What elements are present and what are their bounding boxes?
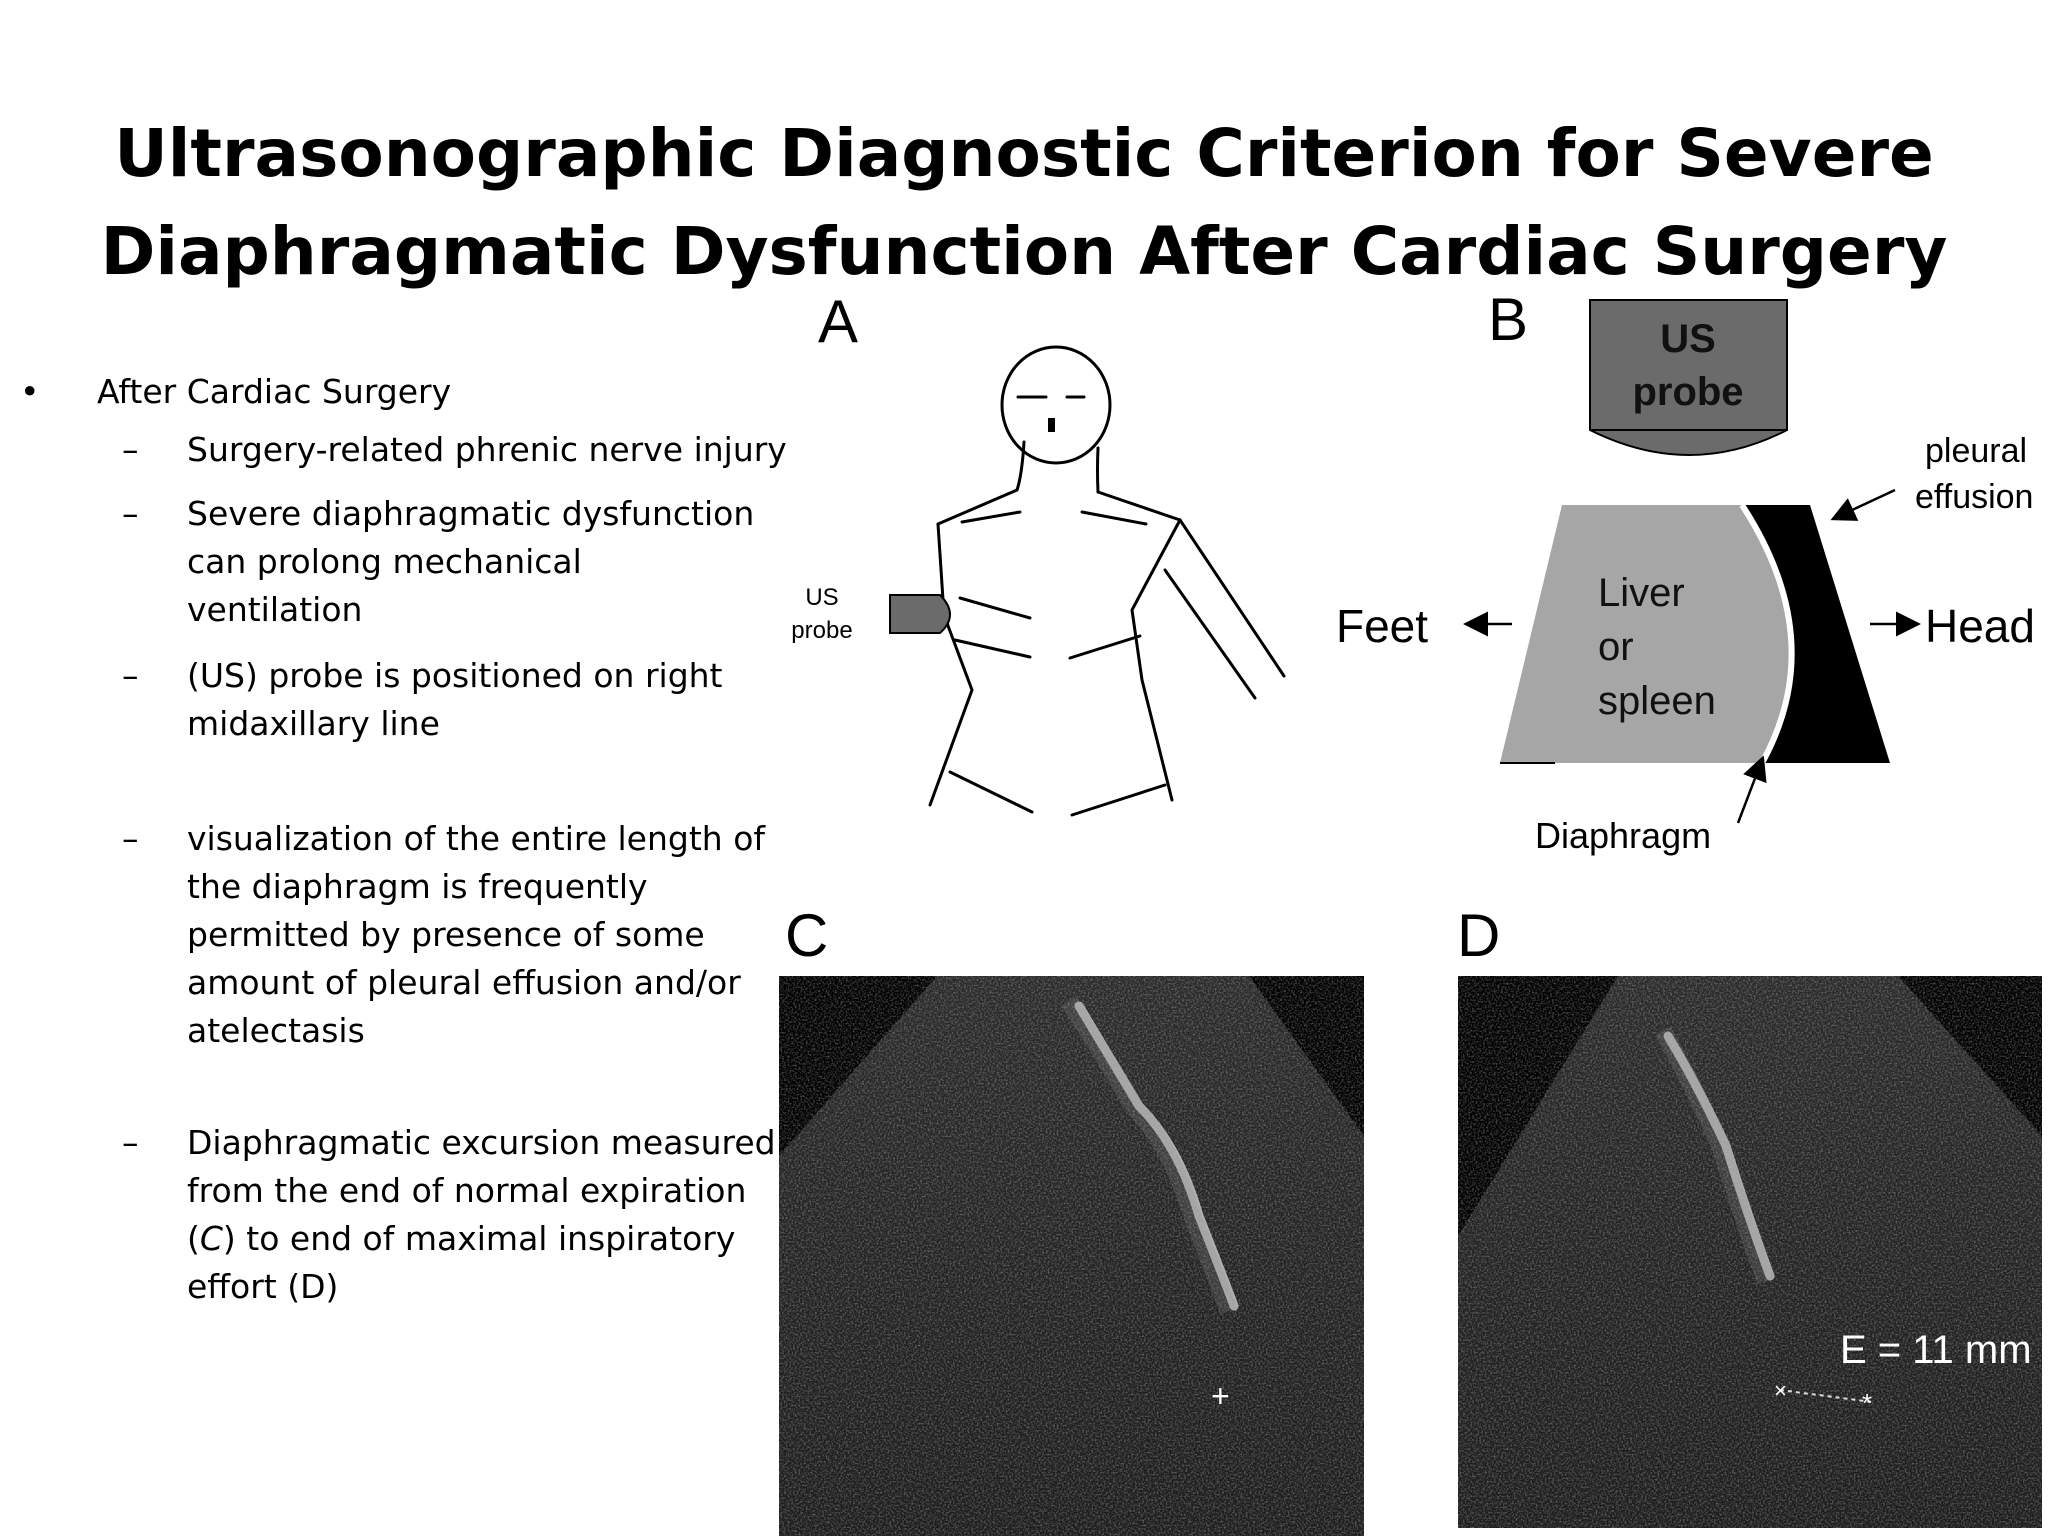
- torso-left: [930, 524, 972, 805]
- pleural-effusion-arrow: [1835, 490, 1895, 518]
- sub-bullet-text: visualization of the entire length of the diaphragm is frequently permitted by presence of some amount of pleural effusion and/or atelectasis: [187, 819, 765, 1050]
- panel-d-measurement-label: E = 11 mm: [1840, 1328, 2032, 1372]
- caliper-end: *: [1862, 1388, 1873, 1418]
- torso-right: [1132, 520, 1180, 800]
- sub-bullet-dash: –: [122, 1123, 139, 1162]
- mouth: [1048, 418, 1055, 432]
- panel-a-probe-label-line-2: probe: [791, 617, 853, 644]
- panel-letter-b: B: [1488, 286, 1529, 353]
- sub-bullet-text: (US) probe is positioned on right midaxillary line: [187, 656, 723, 743]
- sub-bullet-text-italic: C: [199, 1219, 223, 1258]
- clavicle-right: [1082, 512, 1146, 524]
- sub-bullet-dash: –: [122, 656, 139, 695]
- panel-a-probe-label-line-1: US: [805, 584, 839, 611]
- liver-or-spleen-shape: [1500, 505, 1792, 763]
- panel-c-caliper-marker: +: [1211, 1378, 1230, 1414]
- panel-b-probe-label-line-2: probe: [1632, 370, 1744, 414]
- panel-a-body-diagram: [770, 330, 1310, 840]
- panel-a-probe: [890, 595, 950, 633]
- panel-d-ultrasound-image: [1458, 976, 2042, 1528]
- sub-bullet-text-part: ) to end of maximal inspiratory effort (D): [187, 1219, 736, 1306]
- hip-left: [950, 772, 1032, 812]
- rib-left-lower: [955, 640, 1030, 657]
- panel-c-ultrasound: [779, 976, 1364, 1536]
- sub-bullet-dash: –: [122, 494, 139, 533]
- sub-bullet-text: Severe diaphragmatic dysfunction can prolong mechanical ventilation: [187, 494, 755, 629]
- organ-label-line-3: spleen: [1598, 679, 1716, 723]
- rib-right: [1070, 636, 1140, 658]
- diaphragm-arrow: [1738, 760, 1762, 823]
- feet-label: Feet: [1336, 600, 1429, 652]
- sub-bullet-dash: –: [122, 430, 139, 469]
- slide-title-line-1: Ultrasonographic Diagnostic Criterion for Severe: [114, 115, 1934, 192]
- sub-bullet-text-part: Diaphragmatic excursion measured from the end of normal expiration (: [187, 1123, 776, 1258]
- neck-right: [1098, 448, 1099, 492]
- head-label: Head: [1925, 600, 2035, 652]
- panel-letter-c: C: [785, 902, 829, 969]
- panel-b-probe-label-line-1: US: [1660, 317, 1716, 361]
- panel-d-ultrasound: [1458, 976, 2042, 1528]
- pleural-effusion-label-line-2: effusion: [1915, 478, 2034, 516]
- sub-bullet-dash: –: [122, 819, 139, 858]
- panel-letter-d: D: [1457, 902, 1501, 969]
- hip-right: [1072, 785, 1165, 815]
- pleural-effusion-label-line-1: pleural: [1925, 432, 2028, 470]
- bullet-dot: •: [20, 372, 40, 411]
- slide-title: [0, 105, 2048, 301]
- caliper-start: ×: [1774, 1378, 1787, 1403]
- sub-bullet-text: [187, 1119, 777, 1311]
- diaphragm-label: Diaphragm: [1535, 815, 1712, 856]
- panel-c-ultrasound-image: [779, 976, 1364, 1536]
- arm-outer: [1180, 520, 1284, 676]
- panel-b-schematic: [1320, 286, 2048, 860]
- clavicle-left: [962, 512, 1020, 522]
- panel-letter-a: A: [818, 288, 859, 355]
- organ-label-line-1: Liver: [1598, 571, 1685, 615]
- organ-label-line-2: or: [1598, 625, 1634, 669]
- bullet-main-text: After Cardiac Surgery: [97, 372, 452, 411]
- arm-inner: [1165, 570, 1255, 698]
- head-outline: [1002, 347, 1110, 463]
- rib-left: [960, 598, 1030, 618]
- sub-bullet-text: Surgery-related phrenic nerve injury: [187, 430, 787, 469]
- ultrasound-speckle-c: [779, 976, 1364, 1536]
- slide-title-line-2: Diaphragmatic Dysfunction After Cardiac Surgery: [100, 213, 1948, 290]
